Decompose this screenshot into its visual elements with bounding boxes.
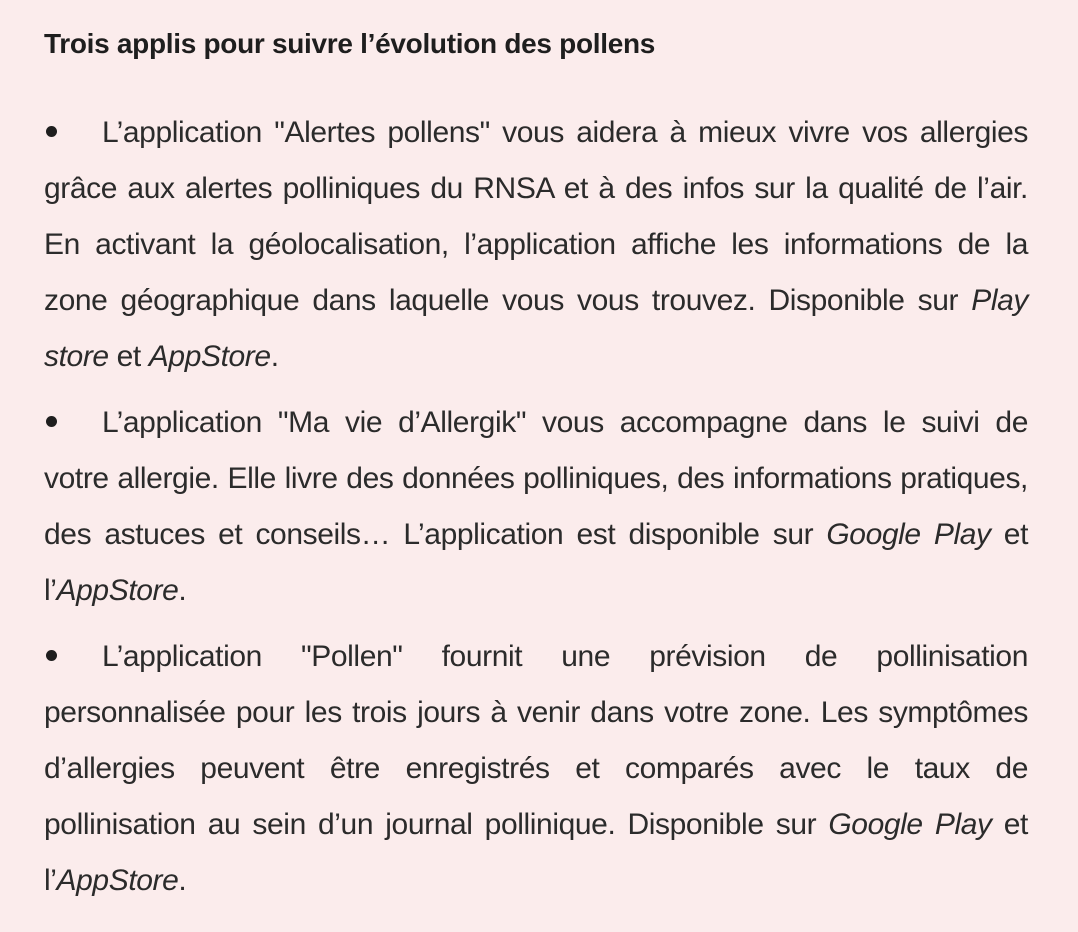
list-item-ma-vie-allergik	[44, 395, 1028, 619]
item-text: L’application "Pollen" fournit une prévision de pollinisation personnalisée pour les trois jours à venir dans votre zone. Les symptômes d’allergies peuvent être enregistrés et comparés avec le taux de pollinisation au sein d’un journal pollinique. Disponible sur	[44, 640, 1028, 841]
connector-text: et l’	[44, 518, 1029, 607]
store-name: AppStore	[148, 340, 271, 373]
store-name: AppStore	[56, 574, 179, 607]
end-punct: .	[178, 864, 187, 897]
item-text: L’application "Ma vie d’Allergik" vous accompagne dans le suivi de votre allergie. Elle livre des données polliniques, des informations pratiques, des astuces et conseils… L’application est disponible sur	[44, 406, 1028, 551]
list-item-pollen	[44, 629, 1028, 909]
list-item-alertes-pollens	[44, 105, 1028, 385]
end-punct: .	[178, 574, 187, 607]
store-name: Play store	[44, 284, 1028, 373]
section-title: Trois applis pour suivre l’évolution des pollens	[44, 28, 656, 59]
store-name: Google Play	[826, 518, 991, 551]
item-text: L’application "Alertes pollens" vous aidera à mieux vivre vos allergies grâce aux alertes polliniques du RNSA et à des infos sur la qualité de l’air. En activant la géolocalisation, l’application affiche les informations de la zone géographique dans laquelle vous vous trouvez. Disponible sur	[44, 116, 1028, 317]
connector-text: et l’	[44, 808, 1028, 897]
end-punct: .	[270, 340, 279, 373]
connector-text: et	[108, 340, 149, 373]
store-name: Google Play	[828, 808, 992, 841]
store-name: AppStore	[56, 864, 179, 897]
